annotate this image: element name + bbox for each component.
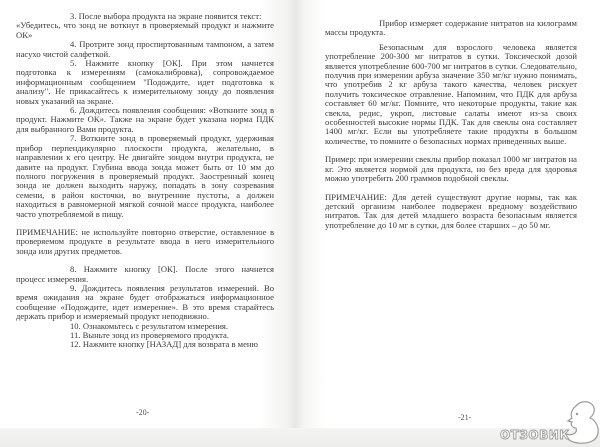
step-8: 8. Нажмите кнопку [ОК]. После этого начнется процесс измерения. [16,264,274,284]
note-left: ПРИМЕЧАНИЕ: не используйте повторно отверстие, оставленное в проверяемом продукте в результате ввода в него измерительного зонда или других предметов. [16,226,274,256]
right-page-text [325,19,577,230]
step-9: 9. Дождитесь появления результатов измерений. Во время ожидания на экране будет отображаться информационное сообщение «Подождите, идет измерение». В это время старайтесь держать прибор и измеряемый продукт неподвижно. [16,282,274,322]
step-3-heading: 3. После выбора продукта на экране появится текст: [70,11,262,21]
step-4: 4. Протрите зонд проспиртованным тампоном, а затем насухо чистой салфеткой. [16,39,274,59]
step-7: 7. Воткните зонд в проверяемый продукт, удерживая прибор перпендикулярно плоскости продукта, желательно, в направлении к его центру. Не двигайте зондом внутри продукта, не давите на продукт. Глубина ввода зонда может быть от 10 мм до полного погружения в проверяемый продукт. Заостренный конец зонда не должен выходить наружу, попадать в зону созревания семени, в район косточки, во внутренние пустоты, а должен находиться в равномерной мягкой сочной массе продукта, наиболее часто употребляемой в пищу. [16,133,274,219]
example-paragraph: Пример: при измерении свеклы прибор показал 1000 мг нитратов на кг. Это является нормой для продукта, но без вреда для здоровья можно употребить 200 граммов подобной свеклы. [325,154,577,184]
otzovik-watermark [500,400,600,445]
left-page [0,0,296,428]
left-page-text [16,12,274,350]
page-number-right: -21- [458,413,472,422]
step-12: 12. Нажмите кнопку [НАЗАД] для возврата в меню [70,339,258,350]
step-6: 6. Дождитесь появления сообщения: «Воткните зонд в продукт. Нажмите ОК». Также на экране будет указана норма ПДК для выбранного Вами продукта. [16,105,274,134]
page-number-left: -20- [136,408,150,417]
intro-paragraph: Прибор измеряет содержание нитратов на килограмм массы продукта. [325,18,577,38]
step-11: 11. Выньте зонд из проверяемого продукта. [70,330,229,340]
note-right: ПРИМЕЧАНИЕ: Для детей существуют другие нормы, так как детский организм наиболее подвержен вредному воздействию нитратов. Так для детей младшего возраста безопасным является употребление до 10 мг в сутки, для более старших – до 50 мг. [325,191,577,230]
watermark-text: ОТЗОВИК [500,428,570,442]
step-5: 5. Нажмите кнопку [ОК]. При этом начнется подготовка к измерениям (самокалибровка), сопровождаемое информационным сообщением "Подождите, идет подготовка к анализу". Не прикасайтесь к измерительному зонду до появления новых указаний на экране. [16,58,274,106]
step-3-message: «Убедитесь, что зонд не воткнут в проверяемый продукт и нажмите ОК» [16,20,274,40]
step-10: 10. Ознакомьтесь с результатом измерения. [70,320,229,331]
safety-norms-paragraph: Безопасным для взрослого человека является употребление 200-300 мг нитратов в сутки. Токсической дозой является употребление 600-700 мг нитратов в сутки. Следовательно, получив при измерении арбуза значение 350 мг/кг нужно понимать, что употребив 2 кг арбуза такого качества, человек рискует получить токсическое отравление. Напомним, что ПДК для арбуза составляет 60 мг/кг. Помните, что некоторые продукты, такие как свекла, редис, укроп, листовые салаты имеют из-за своих особенностей высокие нормы ПДК. Так для свеклы она составляет 1400 мг/кг. Если вы употребляете такие продукты в большом количестве, то помните о безопасных нормах приведенных выше. [325,41,577,146]
